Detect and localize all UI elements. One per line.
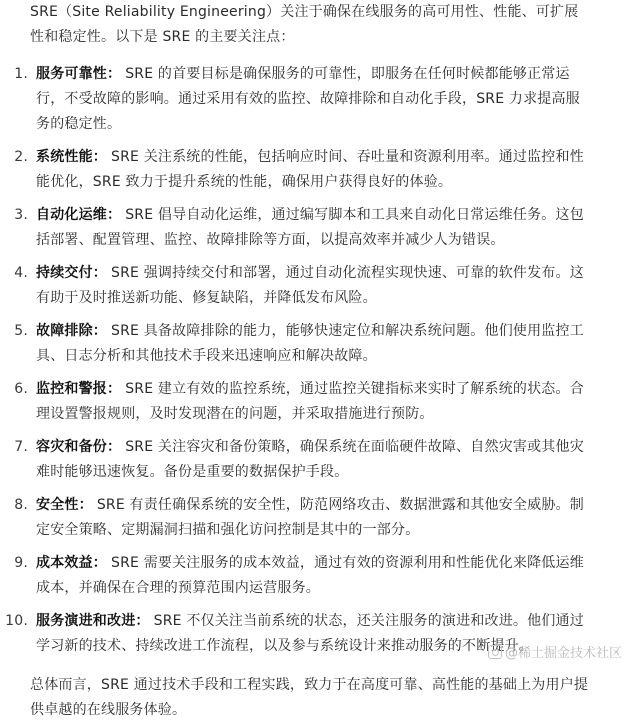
- point-term: 自动化运维：: [36, 207, 122, 223]
- point-term: 成本效益：: [36, 555, 107, 571]
- point-term: 系统性能：: [36, 149, 107, 165]
- watermark-text: @稀土掘金技术社区: [504, 646, 622, 661]
- point-text: SRE 强调持续交付和部署，通过自动化流程实现快速、可靠的软件发布。这有助于及时推送新功能、修复缺陷，并降低发布风险。: [36, 265, 584, 306]
- list-item: [14, 551, 590, 601]
- article-body: [5, 0, 590, 723]
- point-text: SRE 关注系统的性能，包括响应时间、吞吐量和资源利用率。通过监控和性能优化，SRE 致力于提升系统的性能，确保用户获得良好的体验。: [36, 149, 584, 190]
- list-number: 10.: [5, 613, 28, 629]
- point-term: 监控和警报：: [36, 381, 122, 397]
- point-text: SRE 建立有效的监控系统，通过监控关键指标来实时了解系统的状态。合理设置警报规则，及时发现潜在的问题，并采取措施进行预防。: [36, 381, 584, 422]
- list-item: [14, 62, 590, 137]
- point-text: SRE 有责任确保系统的安全性，防范网络攻击、数据泄露和其他安全威胁。制定安全策略、定期漏洞扫描和强化访问控制是其中的一部分。: [36, 497, 584, 538]
- list-number: 8.: [14, 497, 28, 513]
- point-text: SRE 需要关注服务的成本效益，通过有效的资源利用和性能优化来降低运维成本，并确保在合理的预算范围内运营服务。: [36, 555, 584, 596]
- list-item: [14, 319, 590, 369]
- point-term: 安全性：: [36, 497, 93, 513]
- list-item: [14, 435, 590, 485]
- intro-paragraph: SRE（Site Reliability Engineering）关注于确保在线服务的高可用性、性能、可扩展性和稳定性。以下是 SRE 的主要关注点：: [30, 4, 579, 45]
- list-number: 2.: [14, 149, 28, 165]
- list-number: 9.: [14, 555, 28, 571]
- point-text: SRE 关注容灾和备份策略，确保系统在面临硬件故障、自然灾害或其他灾难时能够迅速恢复。备份是重要的数据保护手段。: [36, 439, 584, 480]
- point-term: 持续交付：: [36, 265, 107, 281]
- point-term: 容灾和备份：: [36, 439, 122, 455]
- list-number: 6.: [14, 381, 28, 397]
- point-text: SRE 具备故障排除的能力，能够快速定位和解决系统问题。他们使用监控工具、日志分析和其他技术手段来迅速响应和解决故障。: [36, 323, 584, 364]
- focus-points-list: [5, 62, 590, 659]
- point-term: 服务可靠性：: [36, 66, 122, 82]
- juejin-logo-icon: [488, 645, 502, 659]
- point-term: 服务演进和改进：: [36, 613, 150, 629]
- list-number: 5.: [14, 323, 28, 339]
- list-item: [14, 493, 590, 543]
- list-number: 3.: [14, 207, 28, 223]
- summary-paragraph: 总体而言，SRE 通过技术手段和工程实践，致力于在高度可靠、高性能的基础上为用户提供卓越的在线服务体验。: [30, 677, 589, 718]
- list-item: [14, 377, 590, 427]
- list-item: [14, 261, 590, 311]
- list-item: [14, 203, 590, 253]
- watermark: [488, 642, 622, 661]
- point-text: SRE 倡导自动化运维，通过编写脚本和工具来自动化日常运维任务。这包括部署、配置管理、监控、故障排除等方面，以提高效率并减少人为错误。: [36, 207, 584, 248]
- point-text: SRE 的首要目标是确保服务的可靠性，即服务在任何时候都能够正常运行，不受故障的影响。通过采用有效的监控、故障排除和自动化手段，SRE 力求提高服务的稳定性。: [36, 66, 580, 132]
- list-item: [14, 145, 590, 195]
- point-term: 故障排除：: [36, 323, 107, 339]
- list-number: 4.: [14, 265, 28, 281]
- list-number: 1.: [14, 66, 28, 82]
- point-text: SRE 不仅关注当前系统的状态，还关注服务的演进和改进。他们通过学习新的技术、持续改进工作流程，以及参与系统设计来推动服务的不断提升。: [36, 613, 584, 654]
- list-number: 7.: [14, 439, 28, 455]
